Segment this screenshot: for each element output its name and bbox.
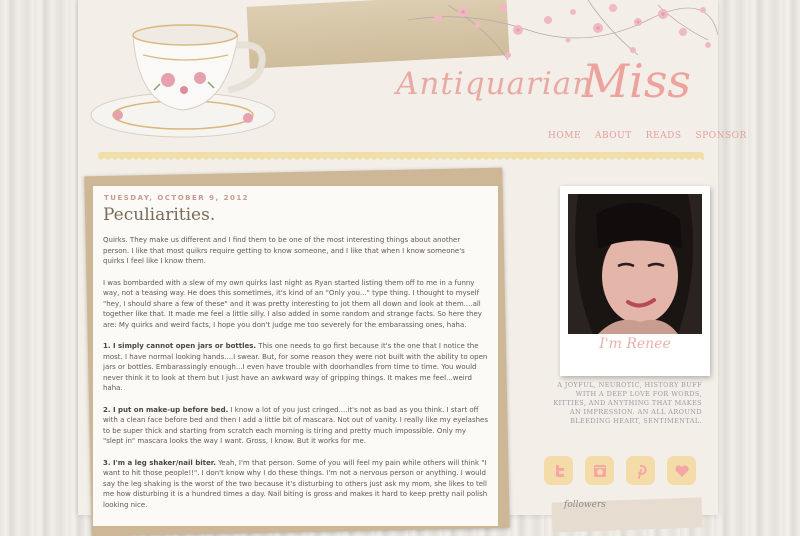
quirk-text: This one needs to go first because it's the one that I notice the most. I have normal looking hands....I swear. But, for some reason they were not built with the ability to open jars or bottles. Embarassingly enough...I even have trouble with doorhandles from time to time. You would never think it to look at them but I just have an awkward way of gripping things. It makes me feel...weird haha. bbox=[103, 342, 488, 392]
post-paragraph: I was bombarded with a slew of my own quirks last night as Ryan started listing them off to me in a funny way, not a teasing way. He does this sometimes, it's kind of an "Only you..." type thing. I thought to myself "hey, I should share a few of these" and it was pretty interesting to jot them all down and look at them....all together like that. It made me feel a little silly. I also added in some random and strange facts. So here they are: My quirks and weird facts, I hope you don't judge me too severely for the embarassing ones, haha. bbox=[103, 278, 482, 329]
author-caption: I'm Renee bbox=[599, 336, 671, 352]
social-icons bbox=[544, 456, 696, 485]
nav-home[interactable]: HOME bbox=[548, 131, 582, 141]
followers-label: followers bbox=[564, 500, 606, 510]
main-nav bbox=[548, 131, 747, 141]
blog-page bbox=[78, 0, 747, 515]
instagram-icon[interactable] bbox=[585, 456, 614, 485]
teacup-image bbox=[88, 10, 278, 140]
post-title[interactable]: Peculiarities. bbox=[103, 205, 216, 225]
blog-title-part2: Miss bbox=[582, 54, 692, 108]
nav-sponsor[interactable]: SPONSOR bbox=[695, 131, 747, 141]
quirk-item bbox=[103, 405, 488, 447]
nav-reads[interactable]: READS bbox=[645, 131, 682, 141]
quirk-item bbox=[103, 458, 488, 511]
pinterest-icon[interactable] bbox=[626, 456, 655, 485]
twitter-icon[interactable] bbox=[544, 456, 573, 485]
blog-post bbox=[93, 186, 498, 526]
blog-title-part1: Antiquarian bbox=[396, 66, 594, 102]
quirk-heading: 1. I simply cannot open jars or bottles. bbox=[103, 342, 257, 350]
quirk-item bbox=[103, 341, 488, 394]
quirk-text: I know a lot of you just cringed....it's not as bad as you think. I start off with a clean face before bed and then I add a little bit of mascara. Not out of vanity. I really like my eyelashes to be super thick and starting from scratch each morning is tiring and pretty much impossible. Only my "slept in" mascara looks the way I want. Gross, I know. But it works for me. bbox=[103, 405, 489, 445]
blog-title[interactable] bbox=[396, 54, 716, 120]
heart-icon[interactable] bbox=[667, 456, 696, 485]
quirk-text: Yeah, I'm that person. Some of you will feel my pain while others will think "I want to hit those people!!". I don't know why I do these things. I'm not a nervous person or anything. I would say the leg shaking is the worst of the two because it's disturbing to others just ask my mom, she likes to tell me how disturbing it is a hundred times a day. Nail biting is gross and makes it hard to keep pretty nail polish looking nice. bbox=[103, 458, 488, 509]
quirk-heading: 3. I'm a leg shaker/nail biter. bbox=[103, 458, 216, 467]
lace-divider bbox=[98, 152, 704, 158]
post-body bbox=[103, 235, 488, 510]
author-polaroid bbox=[560, 186, 710, 376]
quirk-heading: 2. I put on make-up before bed. bbox=[103, 405, 229, 414]
author-bio: A JOYFUL, NEUROTIC, HISTORY BUFF WITH A DEEP LOVE FOR WORDS, KITTIES, AND ANYTHING THAT MAKES AN IMPRESSION. AN ALL AROUND BLEEDING HEART, SENTIMENTAL. bbox=[553, 381, 702, 425]
post-date: TUESDAY, OCTOBER 9, 2012 bbox=[104, 194, 250, 202]
author-photo bbox=[568, 194, 702, 334]
post-paragraph: Quirks. They make us different and I find them to be one of the most interesting things about another person. I like that most quikrs require getting to know someone, and I like that when I know someone's quirks I feel like I know them. bbox=[103, 236, 465, 265]
nav-about[interactable]: ABOUT bbox=[595, 131, 632, 141]
